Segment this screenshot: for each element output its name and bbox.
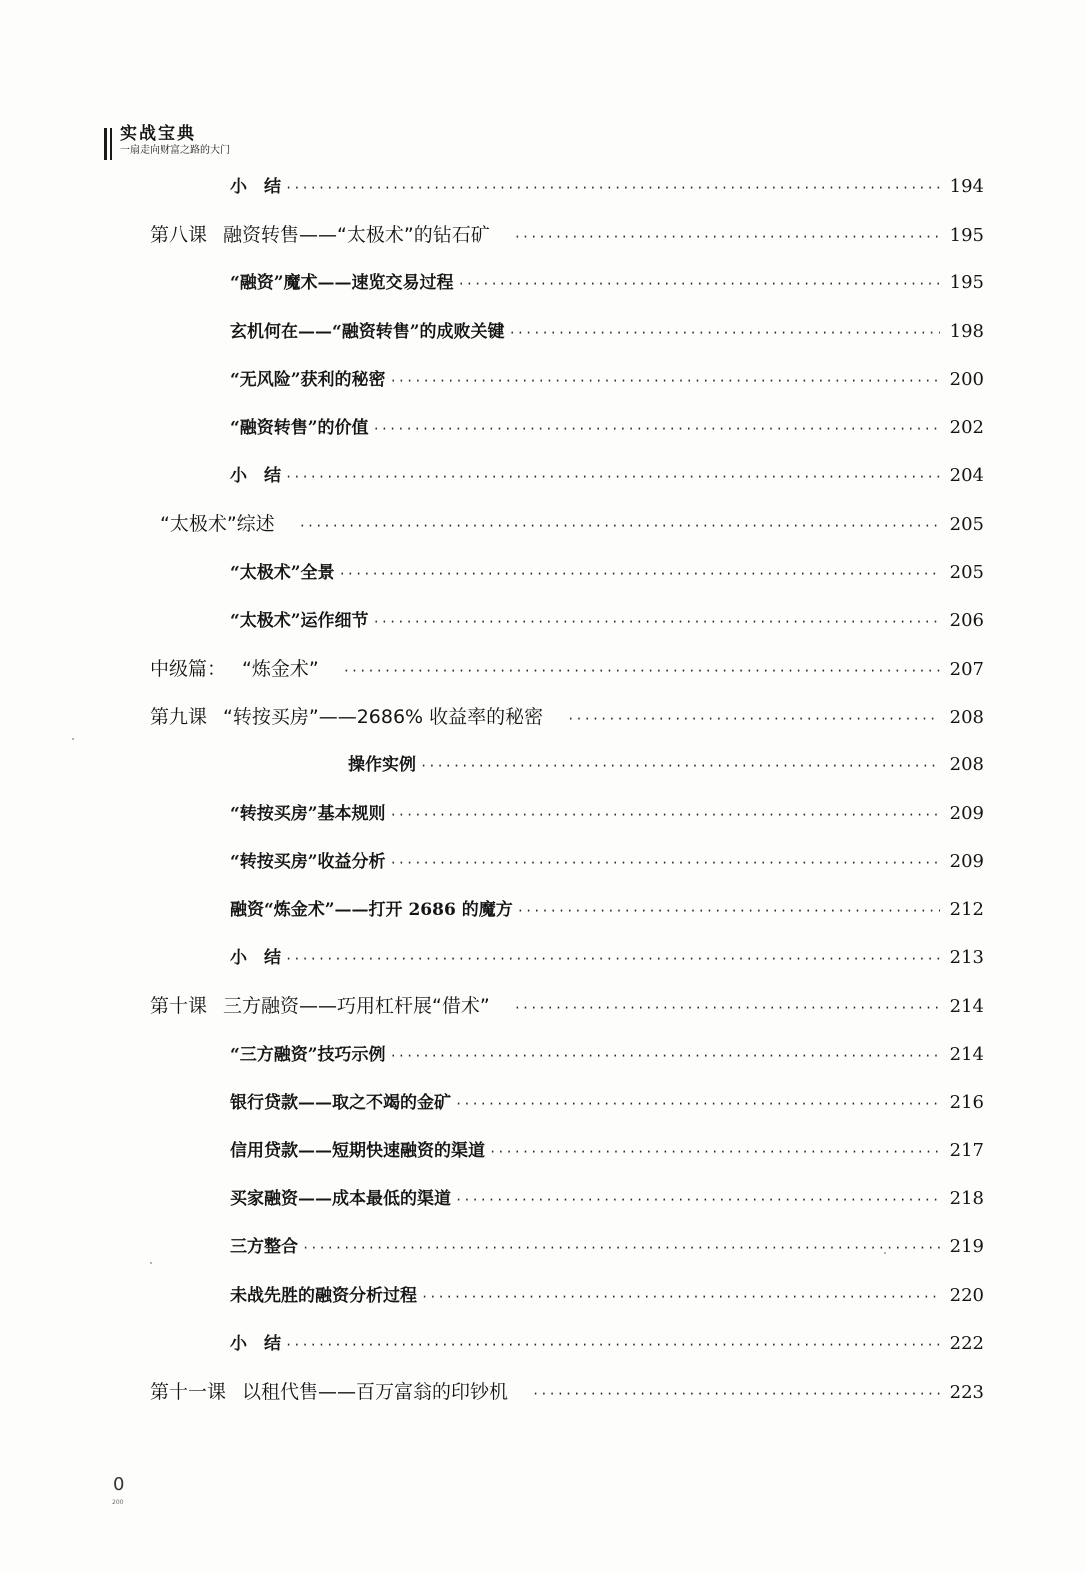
toc-entry [230,1329,984,1359]
toc-entry [150,702,984,732]
toc-entry-label [348,750,416,775]
scan-speck [150,1262,152,1264]
toc-entry [230,268,984,298]
toc-entry-label [230,895,513,920]
toc-entry-title: 小 结 [230,177,281,197]
toc-entry [230,943,984,973]
toc-dot-leader [532,1387,940,1401]
toc-page-number: 205 [949,561,984,583]
page-folio-small: 200 [112,1499,124,1506]
scan-speck [884,1252,886,1254]
toc-page-number: 216 [949,1091,984,1113]
toc-entry-label [230,1088,451,1113]
toc-entry-label [150,1377,508,1404]
toc-page-number: 212 [949,899,984,920]
toc-entry-title: 信用贷款——短期快速融资的渠道 [230,1141,485,1161]
toc-entry-label [230,413,369,438]
toc-entry [230,847,984,877]
toc-entry-title: 三方整合 [230,1237,298,1258]
toc-dot-leader [390,808,940,822]
toc-page-number: 223 [949,1382,984,1403]
toc-entry-label [230,461,281,486]
toc-dot-leader [420,759,940,773]
toc-entry-label [150,654,319,681]
toc-page-number: 208 [949,707,984,729]
toc-entry-title: “融资”魔术——速览交易过程 [230,273,454,294]
toc-dot-leader [339,567,940,581]
toc-entry-title: “太极术”全景 [230,562,335,583]
toc-dot-leader [285,952,940,966]
toc-entry-title: 玄机何在——“融资转售”的成败关键 [230,321,505,342]
toc-page-number: 214 [949,996,984,1018]
page-folio: 0 [113,1474,125,1495]
toc-entry-label [230,317,505,342]
toc-entry-label [150,702,543,729]
toc-page-number: 195 [949,225,984,247]
toc-entry [230,317,984,347]
toc-entry-title: “三方融资”技巧示例 [230,1044,386,1065]
toc-page-number: 198 [949,320,984,342]
toc-entry-title: 小 结 [230,948,281,969]
toc-entry [348,750,984,780]
toc-entry-title: “转按买房”收益分析 [230,851,386,872]
toc-entry-label [230,558,335,583]
toc-page-number: 209 [949,850,984,872]
toc-dot-leader [421,1290,940,1304]
toc-page-number: 218 [949,1188,984,1210]
toc-entry-label [150,220,490,247]
toc-dot-leader [302,1241,940,1255]
toc-page-number: 205 [949,514,984,536]
toc-entry-title: 买家融资——成本最低的渠道 [230,1189,451,1210]
toc-page-number: 194 [949,176,984,197]
toc-dot-leader [458,277,940,291]
toc-entry-title: “无风险”获利的秘密 [230,369,386,390]
toc-entry-label [230,943,281,968]
toc-entry [230,799,984,829]
toc-dot-leader [509,326,940,340]
toc-entry-label [230,847,386,872]
toc-page-number: 214 [949,1043,984,1065]
toc-entry [230,895,984,925]
toc-page-number: 219 [949,1236,984,1258]
toc-entry-label [230,365,386,390]
toc-entry-title: “转按买房”基本规则 [230,803,386,824]
toc-page-number: 195 [949,272,984,294]
toc-entry-label [230,268,454,293]
toc-entry-title: 银行贷款——取之不竭的金矿 [230,1092,451,1113]
toc-dot-leader [514,230,940,244]
toc-dot-leader [285,181,940,195]
toc-entry-label [230,1184,451,1209]
toc-entry [230,558,984,588]
toc-lesson-number: 中级篇： [150,658,227,680]
toc-entry-title: “转按买房”——2686% 收益率的秘密 [223,706,544,729]
book-title: 实战宝典 [120,124,196,144]
toc-entry-label [230,799,386,824]
toc-entry-label [230,1281,417,1306]
book-subtitle: 一扇走向财富之路的大门 [120,145,230,156]
running-header [104,124,230,164]
toc-entry [230,365,984,395]
toc-entry [230,1088,984,1118]
toc-entry [230,1281,984,1311]
toc-page-number: 200 [949,368,984,390]
toc-dot-leader [455,1097,940,1111]
toc-entry-label [160,509,275,536]
toc-lesson-number: 第九课 [150,706,208,729]
toc-entry-label [230,1232,298,1257]
toc-dot-leader [373,615,940,629]
toc-entry-title: 小 结 [230,466,281,487]
header-bars-decoration [104,128,112,160]
toc-entry-label [230,172,281,197]
toc-entry-label [230,1136,485,1161]
toc-dot-leader [390,1049,940,1063]
toc-entry [230,1136,984,1166]
toc-dot-leader [343,664,940,678]
toc-page-number: 202 [949,417,984,438]
toc-entry-title: “太极术”运作细节 [230,610,369,631]
toc-entry-title: “太极术”综述 [160,513,275,536]
toc-entry [230,1232,984,1262]
toc-entry [230,413,984,443]
toc-entry-title: “炼金术” [242,658,319,680]
toc-dot-leader [299,519,940,533]
toc-entry [150,220,984,250]
toc-page-number: 217 [949,1140,984,1161]
toc-entry-title: 未战先胜的融资分析过程 [230,1285,417,1306]
toc-page-number: 209 [949,802,984,824]
toc-entry [230,461,984,491]
toc-entry-title: 操作实例 [348,755,416,776]
toc-dot-leader [373,422,940,436]
toc-entry-label [230,1329,281,1354]
toc-entry-title: 以租代售——百万富翁的印钞机 [242,1381,509,1403]
scan-speck [72,738,74,740]
toc-entry [150,654,984,684]
toc-lesson-number: 第十课 [150,995,208,1018]
toc-entry [230,1040,984,1070]
toc-entry [230,1184,984,1214]
toc-entry-title: 融资“炼金术”——打开 2686 的魔方 [230,900,513,920]
toc-entry-title: 融资转售——“太极术”的钻石矿 [223,224,490,247]
toc-entry-label [230,606,369,631]
toc-dot-leader [455,1193,940,1207]
toc-lesson-number: 第八课 [150,224,208,247]
toc-entry-title: 三方融资——巧用杠杆展“借术” [223,995,490,1018]
toc-entry [150,991,984,1021]
toc-page-number: 220 [949,1284,984,1306]
toc-entry-label [230,1040,386,1065]
toc-entry-label [150,991,490,1018]
toc-dot-leader [514,1001,940,1015]
toc-entry [230,172,984,202]
toc-dot-leader [489,1145,940,1159]
toc-page-number: 222 [949,1332,984,1354]
toc-dot-leader [390,374,940,388]
toc-dot-leader [517,904,940,918]
toc-page-number: 206 [949,609,984,631]
toc-entry-title: “融资转售”的价值 [230,418,369,438]
toc-page-number: 207 [949,659,984,680]
toc-page-number: 208 [949,754,984,776]
toc-entry [230,606,984,636]
toc-dot-leader [285,1338,940,1352]
toc-lesson-number: 第十一课 [150,1381,227,1403]
toc-entry-title: 小 结 [230,1333,281,1354]
toc-page-number: 213 [949,947,984,969]
toc-page-number: 204 [949,465,984,487]
toc-dot-leader [567,712,940,726]
toc-entry [160,509,984,539]
toc-entry [150,1377,984,1407]
toc-dot-leader [285,470,940,484]
toc-dot-leader [390,856,940,870]
